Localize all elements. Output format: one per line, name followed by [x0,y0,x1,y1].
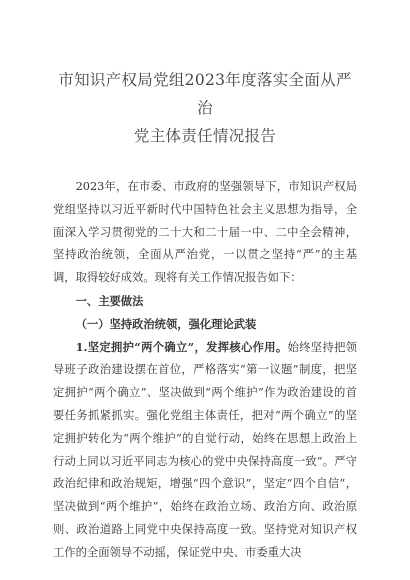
intro-paragraph: 2023年，在市委、市政府的坚强领导下，市知识产权局党组坚持以习近平新时代中国特色社会主义思想为指导，全面深入学习贯彻党的二十大和二十届一中、二中全会精神，坚持政治统领，全面从严治党，一以贯之坚持“严”的主基调，取得较好成效。现将有关工作情况报告如下： [53,180,357,285]
subsection-heading: （一）坚持政治统领，强化理论武装 [75,316,257,331]
document-title [53,66,357,150]
section-heading: 一、主要做法 [75,293,144,308]
title-line-1: 市知识产权局党组2023年度落实全面从严治 [58,71,352,117]
title-line-2: 党主体责任情况报告 [133,127,277,145]
item-body: 始终坚持把领导班子政治建设摆在首位，严格落实“第一议题”制度，把坚定拥护“两个确立”、坚决做到“两个维护”作为政治建设的首要任务抓紧抓实。强化党组主体责任，把对“两个确立”的坚定拥护转化为“两个维护”的自觉行动，始终在思想上政治上行动上同以习近平同志为核心的党中央保持高度一致”。严守政治纪律和政治规矩，增强“四个意识”，坚定“四个自信”，坚决做到“两个维护”，始终在政治立场、政治方向、政治原则、政治道路上同党中央保持高度一致。坚持党对知识产权工作的全面领导不动摇，保证党中央、市委重大决 [53,340,357,559]
item-paragraph [53,336,357,565]
item-lead: 1.坚定拥护“两个确立”，发挥核心作用。 [75,339,288,354]
